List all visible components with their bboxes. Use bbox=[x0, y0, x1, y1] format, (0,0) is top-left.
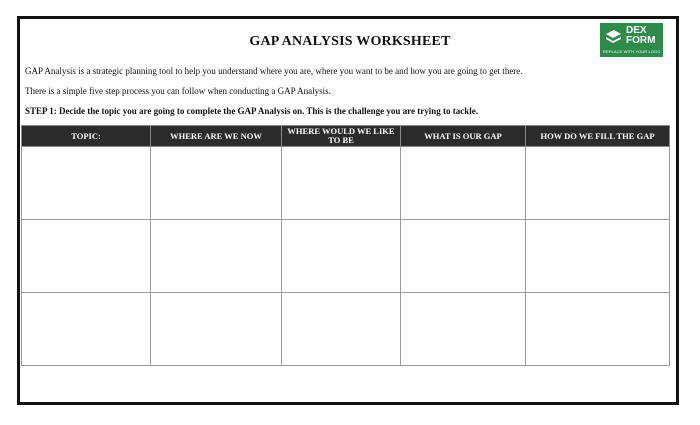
header-how-do-we-fill-the-gap: HOW DO WE FILL THE GAP bbox=[526, 126, 670, 147]
logo-tagline: REPLACE WITH YOUR LOGO bbox=[603, 49, 661, 54]
page-title: GAP ANALYSIS WORKSHEET bbox=[249, 34, 451, 49]
table-cell[interactable] bbox=[22, 293, 151, 366]
table-row bbox=[22, 220, 670, 293]
table-cell[interactable] bbox=[282, 293, 401, 366]
table-cell[interactable] bbox=[151, 220, 282, 293]
table-cell[interactable] bbox=[22, 147, 151, 220]
header-where-are-we-now: WHERE ARE WE NOW bbox=[151, 126, 282, 147]
logo bbox=[600, 23, 663, 57]
table-cell[interactable] bbox=[282, 147, 401, 220]
table-cell[interactable] bbox=[526, 147, 670, 220]
header-what-is-our-gap: WHAT IS OUR GAP bbox=[401, 126, 526, 147]
table-cell[interactable] bbox=[526, 220, 670, 293]
step-1-instruction: STEP 1: Decide the topic you are going to complete the GAP Analysis on. This is the challenge you are trying to tackle. bbox=[25, 106, 478, 116]
header-topic: TOPIC: bbox=[22, 126, 151, 147]
logo-icon bbox=[605, 28, 622, 45]
table-cell[interactable] bbox=[401, 147, 526, 220]
process-paragraph: There is a simple five step process you can follow when conducting a GAP Analysis. bbox=[25, 86, 331, 96]
table-cell[interactable] bbox=[401, 220, 526, 293]
table-row bbox=[22, 293, 670, 366]
gap-analysis-table bbox=[21, 125, 670, 366]
table-header-row bbox=[22, 126, 670, 147]
table-cell[interactable] bbox=[401, 293, 526, 366]
header-where-would-we-like-to-be: WHERE WOULD WE LIKE TO BE bbox=[282, 126, 401, 147]
table-cell[interactable] bbox=[151, 147, 282, 220]
logo-text-form: FORM bbox=[626, 35, 656, 46]
table-cell[interactable] bbox=[282, 220, 401, 293]
table-cell[interactable] bbox=[22, 220, 151, 293]
intro-paragraph: GAP Analysis is a strategic planning tool to help you understand where you are, where you want to be and how you are going to get there. bbox=[25, 66, 523, 76]
table-row bbox=[22, 147, 670, 220]
logo-text-dex: DEX bbox=[626, 25, 647, 36]
table-cell[interactable] bbox=[151, 293, 282, 366]
table-cell[interactable] bbox=[526, 293, 670, 366]
